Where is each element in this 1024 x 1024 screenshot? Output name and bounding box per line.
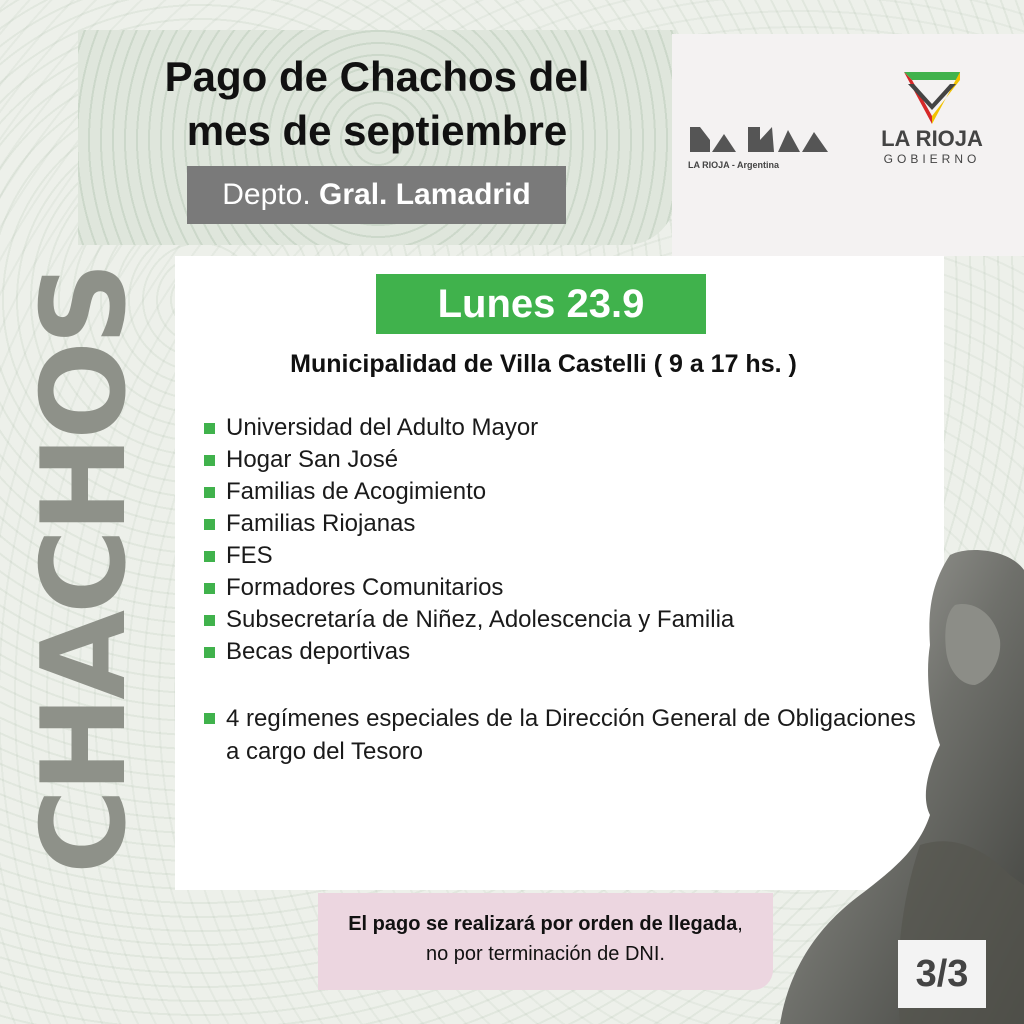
list-item (204, 412, 734, 444)
special-regimes-line-1: 4 regímenes especiales de la Dirección General de Obligaciones (226, 705, 916, 732)
list-item (204, 604, 734, 636)
square-bullet-icon (204, 583, 215, 594)
square-bullet-icon (204, 551, 215, 562)
list-item (204, 476, 734, 508)
program-label: Hogar San José (226, 446, 399, 473)
page-indicator: 3/3 (898, 940, 986, 1008)
department-badge (187, 166, 566, 224)
program-label: Universidad del Adulto Mayor (226, 414, 539, 441)
department-name: Gral. Lamadrid (319, 178, 531, 211)
program-list (204, 412, 734, 668)
event-venue: Municipalidad de Villa Castelli ( 9 a 17 hs. ) (290, 350, 797, 378)
footer-note-bold: El pago se realizará por orden de llegada (348, 913, 738, 935)
gobierno-title: LA RIOJA (881, 126, 983, 151)
gobierno-subtitle: GOBIERNO (883, 152, 981, 166)
side-watermark-label: CHACHOS (17, 265, 152, 875)
special-regimes-line-2: a cargo del Tesoro (226, 738, 424, 765)
program-label: Familias de Acogimiento (226, 478, 487, 505)
square-bullet-icon (204, 455, 215, 466)
list-item (204, 540, 734, 572)
square-bullet-icon (204, 423, 215, 434)
square-bullet-icon (204, 519, 215, 530)
program-label: Becas deportivas (226, 638, 411, 665)
la-rioja-argentina-text: LA RIOJA - Argentina (688, 160, 780, 170)
footer-note-box (318, 893, 773, 990)
list-item (204, 444, 734, 476)
event-date: Lunes 23.9 (376, 274, 706, 334)
list-item (204, 508, 734, 540)
program-label: Subsecretaría de Niñez, Adolescencia y Familia (226, 606, 735, 633)
square-bullet-icon (204, 615, 215, 626)
program-label: FES (226, 542, 273, 569)
square-bullet-icon (204, 647, 215, 658)
footer-note-line-1 (318, 913, 773, 936)
square-bullet-icon (204, 713, 215, 724)
program-label: Formadores Comunitarios (226, 574, 504, 601)
square-bullet-icon (204, 487, 215, 498)
title-line-1: Pago de Chachos del (164, 53, 590, 100)
footer-note-comma: , (737, 913, 743, 935)
list-item (204, 572, 734, 604)
title-line-2: mes de septiembre (186, 107, 568, 154)
list-item (204, 636, 734, 668)
department-prefix: Depto. (222, 178, 311, 211)
page-title (78, 50, 676, 158)
program-label: Familias Riojanas (226, 510, 416, 537)
footer-note-line-2: no por terminación de DNI. (425, 943, 665, 965)
